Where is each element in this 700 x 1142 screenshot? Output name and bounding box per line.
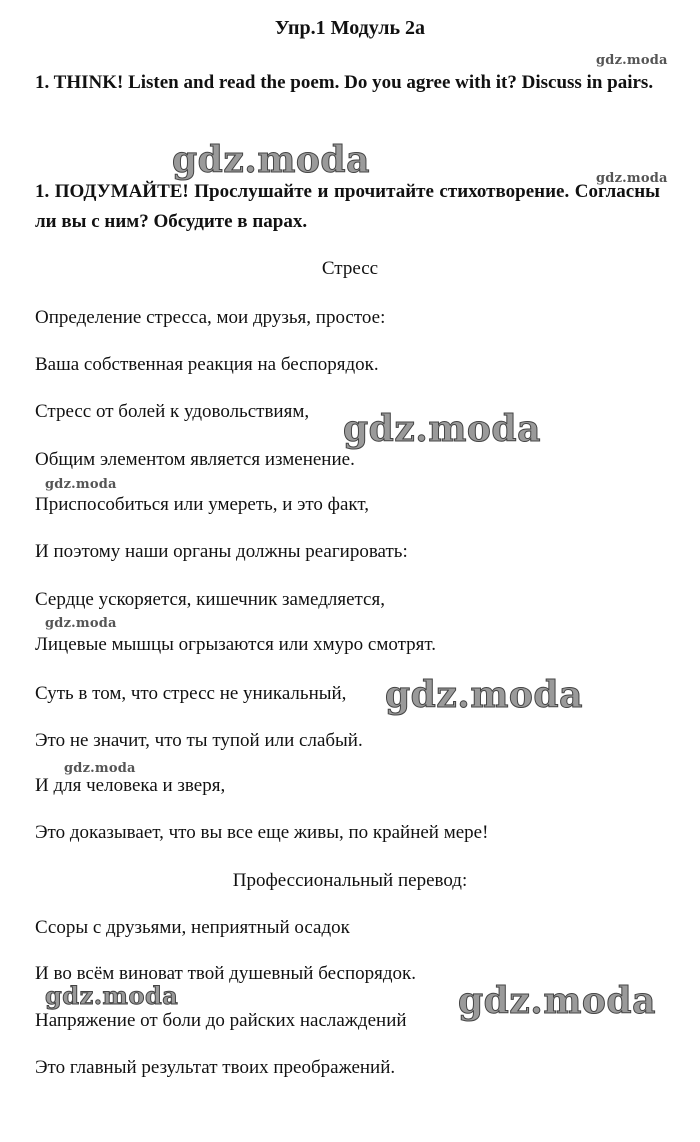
poem-line: Это не значит, что ты тупой или слабый. [35,730,363,751]
poem-line: Суть в том, что стресс не уникальный, [35,683,347,704]
poem-line: Стресс от болей к удовольствиям, [35,401,310,422]
poem-line: Это доказывает, что вы все еще живы, по крайней мере! [35,822,489,843]
poem-line: Определение стресса, мои друзья, простое: [35,307,386,328]
translation-line: И во всём виноват твой душевный беспорядок. [35,963,417,984]
page-title: Упр.1 Модуль 2а [274,17,426,39]
watermark-logo: gdz.moda [596,53,668,68]
poem-line: И поэтому наши органы должны реагировать: [35,541,408,562]
poem-line: Ваша собственная реакция на беспорядок. [35,354,379,375]
poem-title: Стресс [321,258,379,279]
translation-line: Ссоры с друзьями, неприятный осадок [35,917,350,938]
poem-line: Сердце ускоряется, кишечник замедляется, [35,589,385,610]
watermark-logo: gdz.moda [64,761,136,776]
translation-line: Напряжение от боли до райских наслаждений [35,1010,407,1031]
watermark-logo: gdz.moda [458,980,656,1022]
poem-line: Лицевые мышцы огрызаются или хмуро смотрят. [35,634,437,655]
watermark-logo: gdz.moda [343,408,541,450]
poem-line: И для человека и зверя, [35,775,226,796]
watermark-logo: gdz.moda [172,139,370,181]
task-english: 1. THINK! Listen and read the poem. Do you agree with it? Discuss in pairs. [35,72,654,93]
poem-line: Приспособиться или умереть, и это факт, [35,494,370,515]
translation-line: Это главный результат твоих преображений. [35,1057,396,1078]
poem-line: Общим элементом является изменение. [35,449,355,470]
watermark-logo: gdz.moda [45,981,179,1010]
watermark-logo: gdz.moda [45,616,117,631]
translation-title: Профессиональный перевод: [232,870,468,891]
watermark-logo: gdz.moda [385,674,583,716]
watermark-logo: gdz.moda [45,477,117,492]
task-russian: 1. ПОДУМАЙТЕ! Прослушайте и прочитайте стихотворение. Согласны ли вы с ним? Обсудите в парах. [35,181,660,232]
watermark-logo: gdz.moda [596,171,668,186]
